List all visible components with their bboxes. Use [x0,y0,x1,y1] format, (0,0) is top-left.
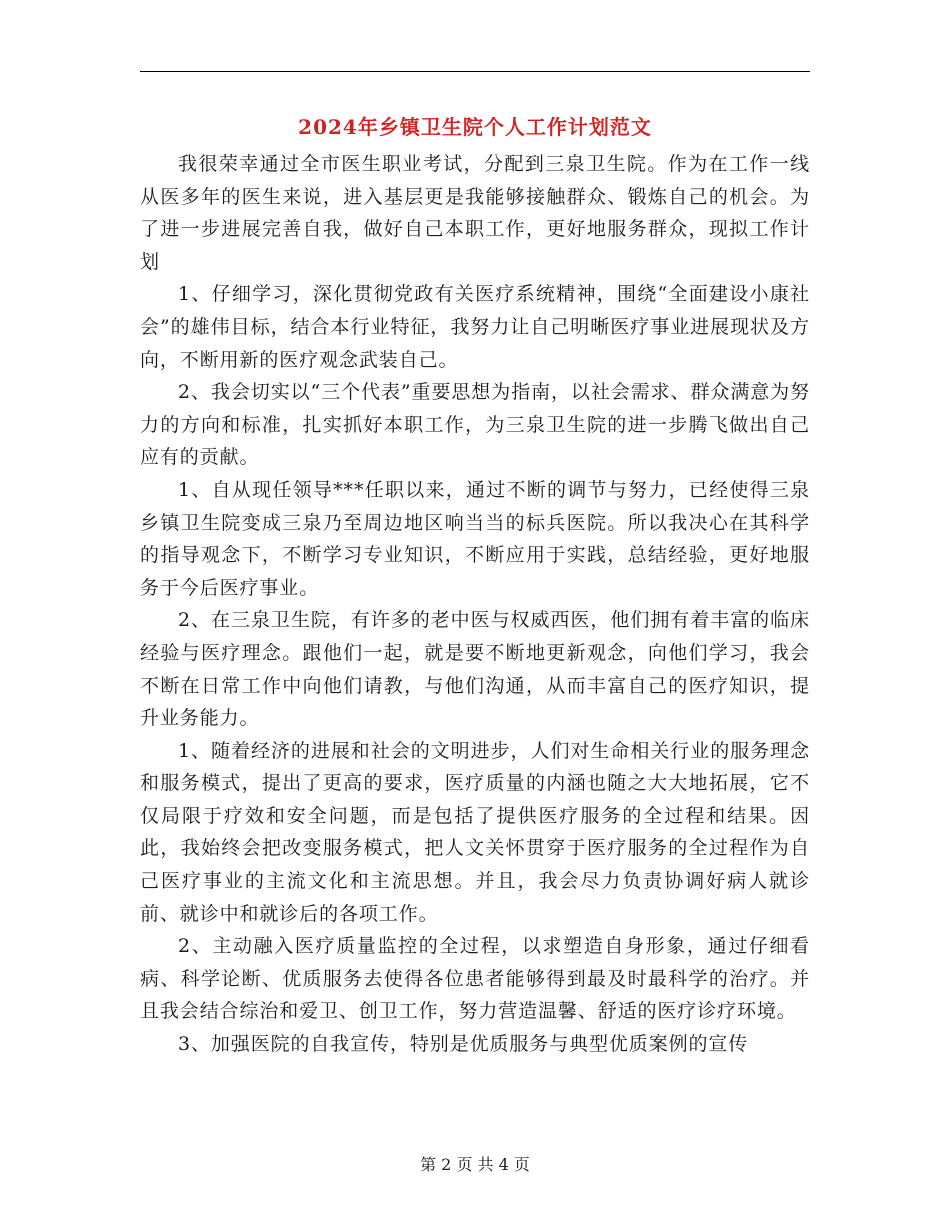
page-number-footer: 第 2 页 共 4 页 [420,1155,530,1174]
header-rule [140,71,810,72]
paragraph-intro: 我很荣幸通过全市医生职业考试，分配到三泉卫生院。作为在工作一线从医多年的医生来说，进入基层更是我能够接触群众、锻炼自己的机会。为了进一步进展完善自我，做好自己本职工作，更好地服务群众，现拟工作计划 [140,153,810,273]
paragraph: 2、我会切实以“三个代表”重要思想为指南，以社会需求、群众满意为努力的方向和标准，扎实抓好本职工作，为三泉卫生院的进一步腾飞做出自己应有的贡献。 [140,381,810,469]
paragraph: 2、主动融入医疗质量监控的全过程，以求塑造自身形象，通过仔细看病、科学论断、优质服务去使得各位患者能够得到最及时最科学的治疗。并且我会结合综治和爱卫、创卫工作，努力营造温馨、舒适的医疗诊疗环境。 [140,935,810,1023]
document-title: 2024年乡镇卫生院个人工作计划范文 [298,115,652,139]
paragraph: 3、加强医院的自我宣传，特别是优质服务与典型优质案例的宣传 [178,1033,749,1056]
paragraph: 1、仔细学习，深化贯彻党政有关医疗系统精神，围绕“全面建设小康社会”的雄伟目标，结合本行业特征，我努力让自己明晰医疗事业进展现状及方向，不断用新的医疗观念武装自己。 [140,283,810,371]
paragraph: 2、在三泉卫生院，有许多的老中医与权威西医，他们拥有着丰富的临床经验与医疗理念。跟他们一起，就是要不断地更新观念，向他们学习，我会不断在日常工作中向他们请教，与他们沟通，从而丰富自己的医疗知识，提升业务能力。 [140,609,810,730]
document-body [140,148,810,1061]
paragraph: 1、随着经济的进展和社会的文明进步，人们对生命相关行业的服务理念和服务模式，提出了更高的要求，医疗质量的内涵也随之大大地拓展，它不仅局限于疗效和安全问题，而是包括了提供医疗服务的全过程和结果。因此，我始终会把改变服务模式，把人文关怀贯穿于医疗服务的全过程作为自己医疗事业的主流文化和主流思想。并且，我会尽力负责协调好病人就诊前、就诊中和就诊后的各项工作。 [140,739,810,925]
paragraph: 1、自从现任领导***任职以来，通过不断的调节与努力，已经使得三泉乡镇卫生院变成三泉乃至周边地区响当当的标兵医院。所以我决心在其科学的指导观念下，不断学习专业知识，不断应用于实践，总结经验，更好地服务于今后医疗事业。 [140,478,810,599]
